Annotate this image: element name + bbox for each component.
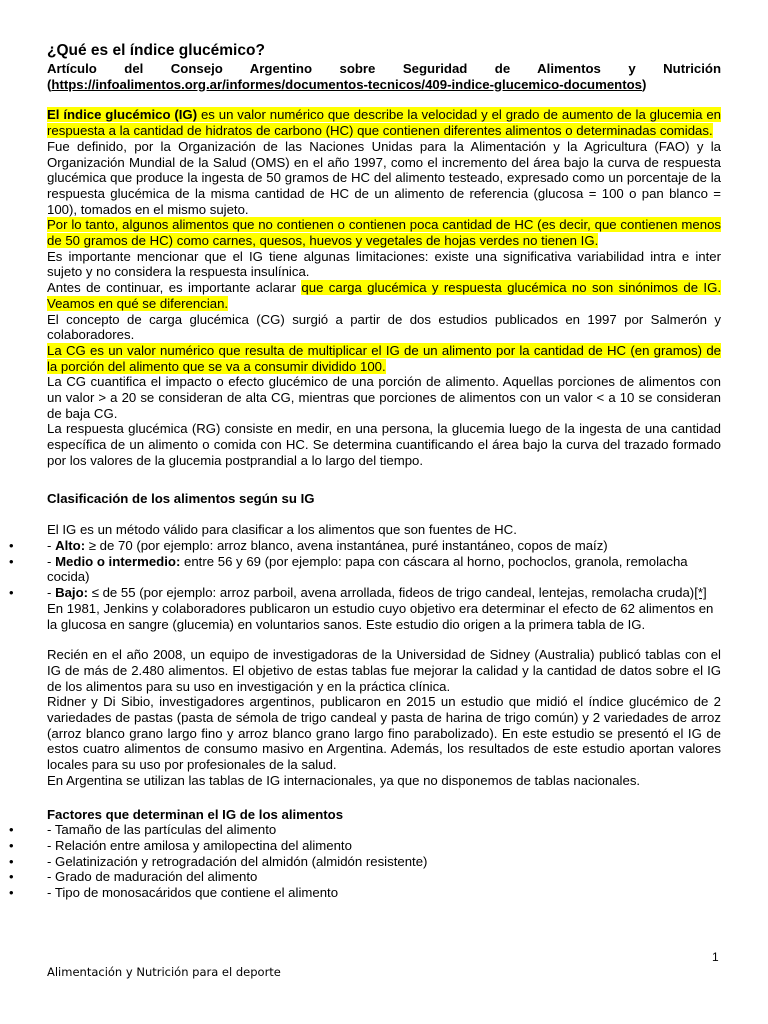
paragraph-no-ig-foods bbox=[47, 217, 721, 248]
category-label: Alto: bbox=[55, 537, 86, 553]
factors-list bbox=[47, 822, 721, 901]
paragraph-glycemic-response: La respuesta glucémica (RG) consiste en medir, en una persona, la glucemia luego de la ingesta de una cantidad específica de un alimento o comida con HC. Se determina cuantificando el área bajo la curva del trazado formado por los valores de la glucemia postprandial a lo largo del tiempo. bbox=[47, 421, 721, 468]
paragraph-limitations: Es importante mencionar que el IG tiene algunas limitaciones: existe una significativa variabilidad intra e inter sujeto y no considera la respuesta insulínica. bbox=[47, 248, 721, 280]
source-link[interactable]: https://infoalimentos.org.ar/informes/documentos-tecnicos/409-indice-glucemico-documentos bbox=[51, 76, 642, 92]
list-item: • - Relación entre amilosa y amilopectina del alimento bbox=[47, 838, 721, 854]
page-title: ¿Qué es el índice glucémico? bbox=[47, 42, 265, 59]
page-number: 1 bbox=[712, 950, 719, 964]
category-text: ≤ de 55 (por ejemplo: arroz parboil, avena arrollada, fideos de trigo candeal, lentejas, remolacha cruda) bbox=[88, 585, 695, 601]
paragraph-cg-quantifies: La CG cuantifica el impacto o efecto glucémico de una porción de alimento. Aquellas porciones de alimentos con un valor > a 20 se consideran de alta CG, mientras que porciones de alimentos con un valor < a 10 se consideran de baja CG. bbox=[47, 374, 721, 421]
list-item: • - Tamaño de las partículas del alimento bbox=[47, 822, 721, 838]
paragraph-cg-definition bbox=[47, 343, 721, 374]
running-footer: Alimentación y Nutrición para el deporte bbox=[47, 965, 281, 979]
no-ig-foods-text: Por lo tanto, algunos alimentos que no contienen o contienen poca cantidad de HC (es decir, que contienen menos de 50 gramos de HC) como carnes, quesos, huevos y vegetales de hojas verdes no tienen IG. bbox=[47, 217, 721, 249]
ig-term: El índice glucémico (IG) bbox=[47, 107, 198, 123]
category-label: Bajo: bbox=[55, 585, 89, 601]
classification-intro: El IG es un método válido para clasificar a los alimentos que son fuentes de HC. bbox=[47, 522, 517, 538]
ig-definition-text: es un valor numérico que describe la velocidad y el grado de aumento de la glucemia en respuesta a la cantidad de hidratos de carbono (HC) que contienen diferentes alimentos o determinadas comidas. bbox=[47, 107, 721, 139]
list-item-bajo bbox=[47, 585, 721, 601]
paragraph-ig-definition bbox=[47, 107, 721, 138]
list-item: • - Tipo de monosacáridos que contiene el alimento bbox=[47, 885, 721, 901]
paragraph-clarification bbox=[47, 280, 721, 311]
paragraph-sidney: Recién en el año 2008, un equipo de investigadoras de la Universidad de Sidney (Australia) publicó tablas con el IG de más de 2.480 alimentos. El objetivo de estas tablas fue mejorar la calidad y la cantidad de datos sobre el IG de los alimentos para su uso en investigación y en la práctica clínica. bbox=[47, 647, 721, 694]
list-item-alto bbox=[47, 538, 721, 554]
footnote-reference-link[interactable]: [*] bbox=[694, 585, 707, 601]
factors-heading: Factores que determinan el IG de los alimentos bbox=[47, 806, 344, 822]
list-item: • - Grado de maduración del alimento bbox=[47, 869, 721, 885]
paragraph-argentina-tables: En Argentina se utilizan las tablas de IG internacionales, ya que no disponemos de tablas nacionales. bbox=[47, 772, 641, 788]
category-label: Medio o intermedio: bbox=[55, 553, 181, 569]
list-item: • - Gelatinización y retrogradación del almidón (almidón resistente) bbox=[47, 854, 721, 870]
paragraph-spacer bbox=[47, 632, 721, 647]
list-dash: - bbox=[47, 585, 56, 601]
document-page bbox=[47, 42, 721, 901]
list-item-medio bbox=[47, 554, 721, 585]
paragraph-fao-definition: Fue definido, por la Organización de las Naciones Unidas para la Alimentación y la Agricultura (FAO) y la Organización Mundial de la Salud (OMS) en el año 1997, como el incremento del área bajo la curva de respuesta glucémica que produce la ingesta de 50 gramos de HC del alimento testeado, expresado como un porcentaje de la respuesta glucémica de la misma cantidad de HC de un alimento de referencia (glucosa = 100 o pan blanco = 100), tomados en el mismo sujeto. bbox=[47, 138, 721, 217]
paragraph-jenkins: En 1981, Jenkins y colaboradores publicaron un estudio cuyo objetivo era determinar el efecto de 62 alimentos en la glucosa en sangre (glucemia) en voluntarios sanos. Este estudio dio origen a la primera tabla de IG. bbox=[47, 600, 714, 632]
article-subtitle: Artículo del Consejo Argentino sobre Seguridad de Alimentos y Nutrición bbox=[47, 61, 721, 76]
clarification-highlight: que carga glucémica y respuesta glucémica no son sinónimos de IG. Veamos en qué se diferencian. bbox=[47, 280, 721, 311]
cg-definition-text: La CG es un valor numérico que resulta de multiplicar el IG de un alimento por la cantidad de HC (en gramos) de la porción del alimento que se va a consumir dividido 100. bbox=[47, 342, 721, 374]
source-close-paren: ) bbox=[642, 76, 647, 92]
list-dash: - bbox=[47, 553, 56, 569]
category-text: entre 56 y 69 (por ejemplo: papa con cáscara al horno, pochoclos, granola, remolacha cocida) bbox=[47, 553, 688, 585]
source-line bbox=[47, 77, 721, 93]
list-dash: - bbox=[47, 537, 56, 553]
paragraph-cg-origin: El concepto de carga glucémica (CG) surgió a partir de dos estudios publicados en 1997 por Salmerón y colaboradores. bbox=[47, 311, 721, 343]
classification-heading: Clasificación de los alimentos según su IG bbox=[47, 490, 315, 506]
classification-list bbox=[47, 538, 721, 601]
paragraph-ridner: Ridner y Di Sibio, investigadores argentinos, publicaron en 2015 un estudio que midió el índice glucémico de 2 variedades de pastas (pasta de sémola de trigo candeal y pasta de harina de trigo común) y 2 variedades de arroz (arroz blanco grano largo fino y arroz blanco grano largo fino parabolizado). En este estudio se presentó el IG de estos cuatro alimentos de consumo masivo en Argentina. Además, los resultados de este estudio aportan valores locales para su uso por profesionales de la salud. bbox=[47, 694, 721, 773]
category-text: ≥ de 70 (por ejemplo: arroz blanco, avena instantánea, puré instantáneo, copos de maíz) bbox=[85, 537, 608, 553]
source-open-paren: ( bbox=[47, 76, 52, 92]
clarification-text: Antes de continuar, es importante aclarar bbox=[47, 280, 302, 296]
